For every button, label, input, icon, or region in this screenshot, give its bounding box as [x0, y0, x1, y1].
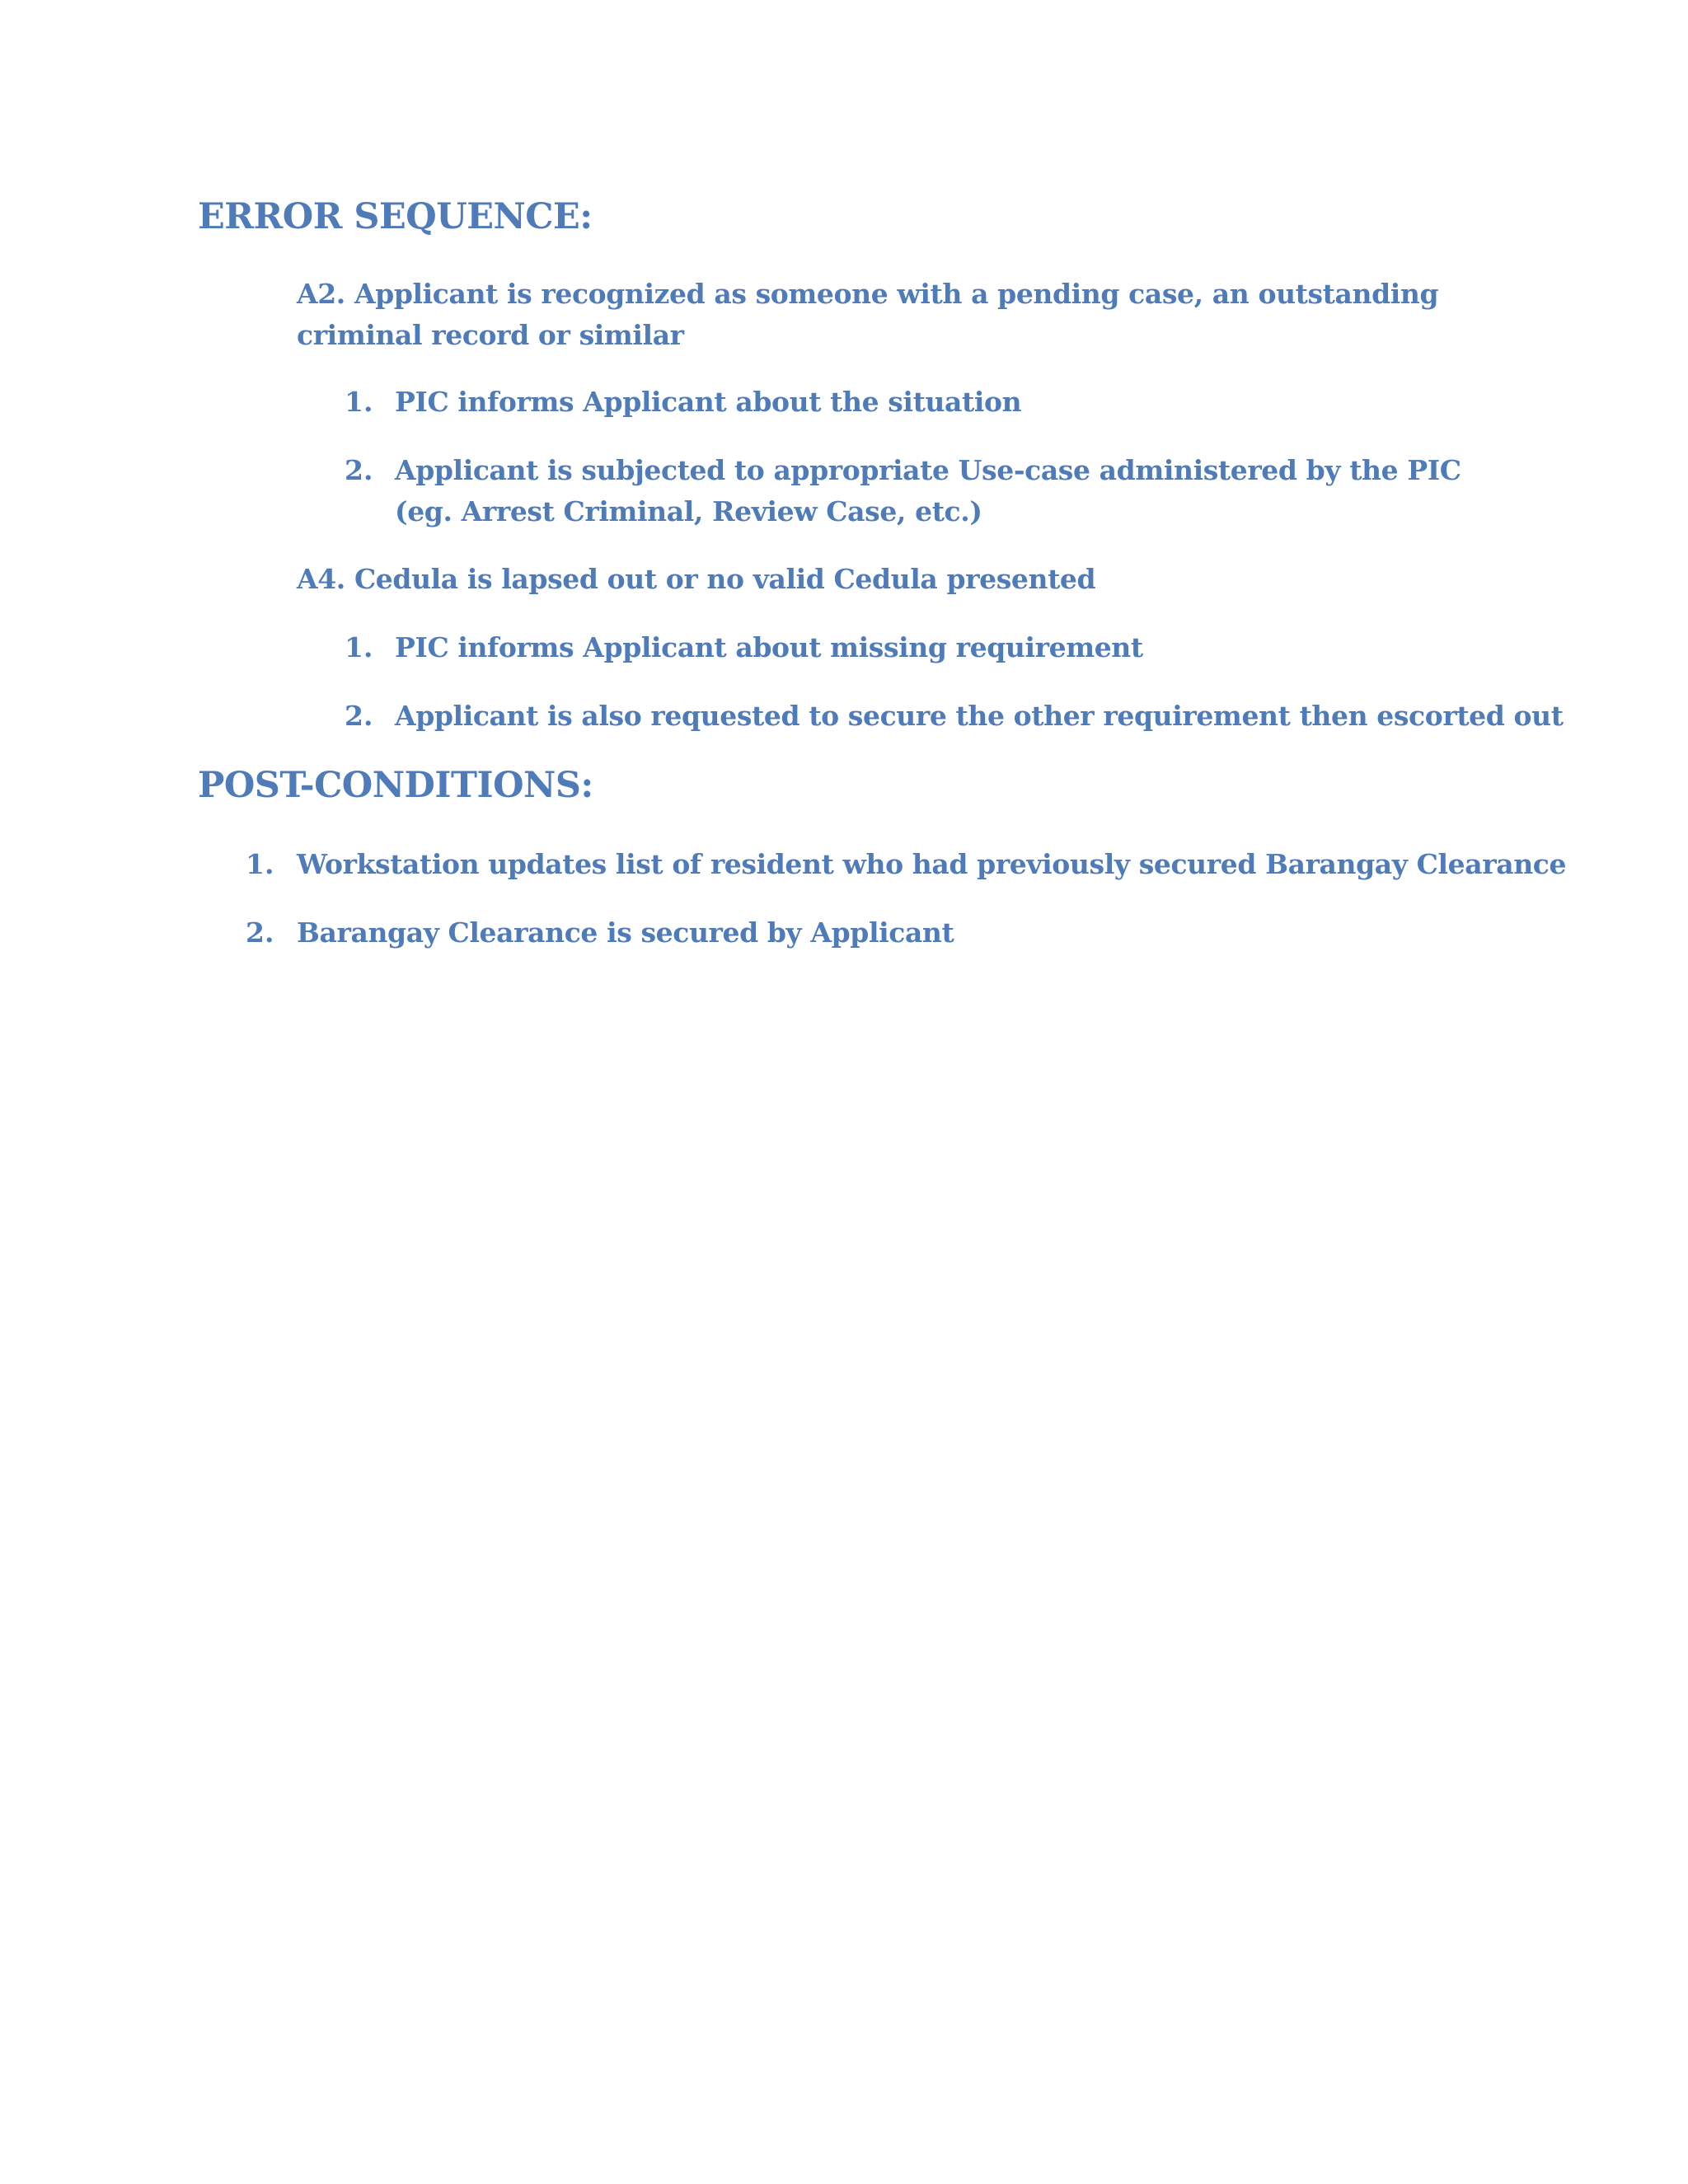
a4-step-text: PIC informs Applicant about missing requirement: [395, 631, 1143, 663]
a2-step-number: 2.: [345, 454, 373, 486]
a2-step-text: Applicant is subjected to appropriate Use-case administered by the PIC (eg. Arrest Criminal, Review Case, etc.): [395, 454, 1461, 527]
a4-step-number: 2.: [345, 700, 373, 732]
post-condition-text: Barangay Clearance is secured by Applicant: [297, 916, 954, 949]
post-conditions-heading: POST-CONDITIONS:: [198, 765, 593, 806]
alternative-a2-title: A2. Applicant is recognized as someone with a pending case, an outstanding criminal record or similar: [297, 278, 1439, 351]
post-condition-text: Workstation updates list of resident who had previously secured Barangay Clearance: [297, 848, 1567, 880]
error-sequence-heading: ERROR SEQUENCE:: [198, 196, 593, 237]
a2-step-text: PIC informs Applicant about the situation: [395, 386, 1022, 418]
post-condition-number: 1.: [246, 848, 274, 880]
a4-step-number: 1.: [345, 631, 373, 663]
a4-step-text: Applicant is also requested to secure the other requirement then escorted out: [395, 700, 1564, 732]
a2-step-number: 1.: [345, 386, 373, 418]
alternative-a4-title: A4. Cedula is lapsed out or no valid Cedula presented: [297, 563, 1096, 595]
post-condition-number: 2.: [246, 916, 274, 949]
